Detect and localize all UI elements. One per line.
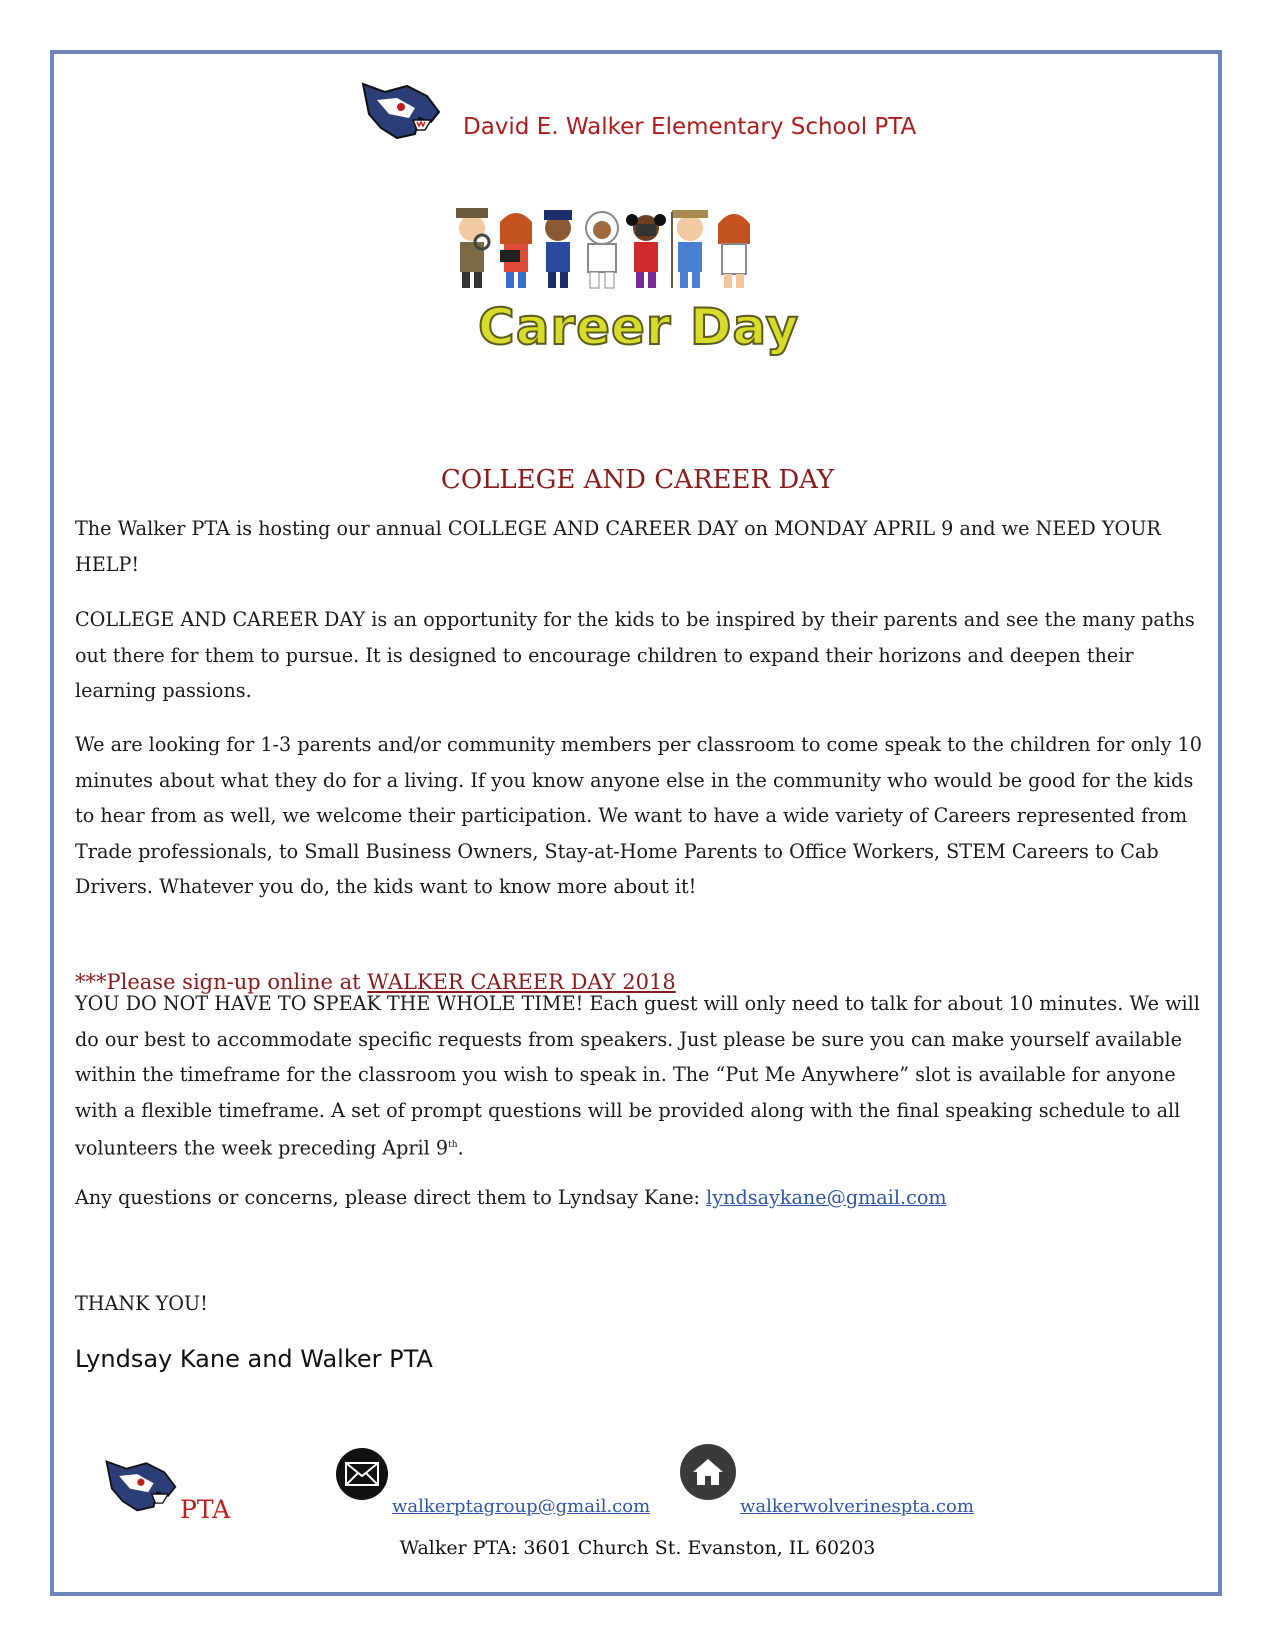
envelope-icon [336, 1448, 388, 1500]
signature: Lyndsay Kane and Walker PTA [75, 1345, 433, 1373]
thank-you-line: THANK YOU! [75, 1292, 208, 1315]
details-text: YOU DO NOT HAVE TO SPEAK THE WHOLE TIME! Each guest will only need to talk for about 10 minutes. We will do our best to accommodate specific requests from speakers. Just please be sure you can make yourself available within the timeframe for the classroom you wish to speak in. The “Put Me Anywhere” slot is available for anyone with a flexible timeframe. A set of prompt questions will be provided along with the final speaking schedule to all volunteers the week preceding April 9 [75, 992, 1200, 1160]
footer-email-link[interactable]: walkerptagroup@gmail.com [392, 1496, 651, 1517]
wolverine-mascot-logo [357, 78, 443, 142]
kid-director [500, 213, 532, 288]
date-ordinal-suffix: th [448, 1140, 458, 1150]
footer-pta-label: PTA [180, 1495, 231, 1524]
career-day-wordart: Career Day [478, 298, 800, 356]
kid-police [544, 210, 572, 288]
school-name: David E. Walker Elementary School PTA [463, 114, 917, 140]
request-paragraph: We are looking for 1-3 parents and/or community members per classroom to come speak to the children for only 10 minutes about what they do for a living. If you know anyone else in the community who would be good for the kids to hear from as well, we welcome their participation. We want to have a wide variety of Careers represented from Trade professionals, to Small Business Owners, Stay-at-Home Parents to Office Workers, STEM Careers to Cab Drivers. Whatever you do, the kids want to know more about it! [75, 733, 1202, 898]
footer-website-link[interactable]: walkerwolverinespta.com [740, 1496, 974, 1517]
contact-paragraph [75, 1180, 1205, 1216]
page-title: COLLEGE AND CAREER DAY [440, 465, 835, 495]
intro-paragraph: The Walker PTA is hosting our annual COLLEGE AND CAREER DAY on MONDAY APRIL 9 and we NEED YOUR HELP! [75, 517, 1161, 576]
kid-farmer [672, 210, 708, 288]
kid-photographer [626, 214, 666, 288]
signup-prefix: ***Please sign-up online at [75, 970, 368, 994]
contact-email-link[interactable]: lyndsaykane@gmail.com [706, 1186, 947, 1209]
kid-detective [456, 208, 489, 288]
signup-link[interactable]: WALKER CAREER DAY 2018 [367, 970, 676, 994]
footer-address: Walker PTA: 3601 Church St. Evanston, IL 60203 [399, 1537, 876, 1559]
details-paragraph [75, 986, 1205, 1166]
footer-wolverine-logo [100, 1456, 180, 1514]
home-icon [680, 1444, 736, 1500]
description-paragraph: COLLEGE AND CAREER DAY is an opportunity for the kids to be inspired by their parents and see the many paths out there for them to pursue. It is designed to encourage children to expand their horizons and deepen their learning passions. [75, 608, 1195, 702]
details-end: . [457, 1136, 464, 1160]
kid-astronaut [586, 212, 618, 288]
contact-text: Any questions or concerns, please direct them to Lyndsay Kane: [75, 1186, 707, 1209]
kid-doctor [718, 214, 750, 288]
